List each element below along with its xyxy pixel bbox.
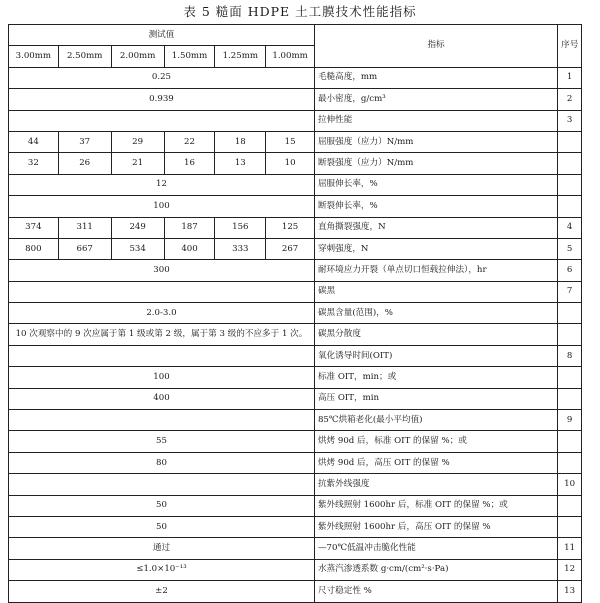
thickness-value-cell: 667 (58, 238, 111, 259)
header-thickness: 3.00mm (9, 46, 59, 67)
header-measured: 测试值 (9, 25, 315, 46)
row-number-cell: 4 (558, 217, 582, 238)
header-thickness: 2.00mm (111, 46, 164, 67)
row-number-cell: 5 (558, 238, 582, 259)
indicator-cell: 穿刺强度，N (314, 238, 557, 259)
row-number-cell (558, 303, 582, 324)
header-row (9, 25, 582, 46)
row-number-cell: 7 (558, 281, 582, 302)
thickness-value-cell: 374 (9, 217, 59, 238)
thickness-value-cell: 311 (58, 217, 111, 238)
table-row (9, 367, 582, 388)
table-row (9, 131, 582, 152)
indicator-cell: 氧化诱导时间(OIT) (314, 345, 557, 366)
row-number-cell: 3 (558, 110, 582, 131)
thickness-value-cell: 37 (58, 131, 111, 152)
indicator-cell: 高压 OIT，min (314, 388, 557, 409)
row-number-cell (558, 131, 582, 152)
table-row (9, 581, 582, 602)
row-number-cell (558, 495, 582, 516)
thickness-value-cell: 15 (266, 131, 315, 152)
thickness-value-cell: 267 (266, 238, 315, 259)
thickness-value-cell: 125 (266, 217, 315, 238)
indicator-cell: 抗紫外线强度 (314, 474, 557, 495)
indicator-cell: 标准 OIT，min；或 (314, 367, 557, 388)
table-title: 表 5 糙面 HDPE 土工膜技术性能指标 (183, 4, 417, 19)
row-number-cell: 8 (558, 345, 582, 366)
thickness-value-cell: 333 (215, 238, 266, 259)
indicator-cell: 烘烤 90d 后，高压 OIT 的保留 % (314, 452, 557, 473)
table-row (9, 217, 582, 238)
row-number-cell (558, 431, 582, 452)
value-cell: 通过 (9, 538, 315, 559)
table-row (9, 324, 582, 345)
thickness-value-cell: 400 (164, 238, 215, 259)
value-cell: 300 (9, 260, 315, 281)
row-number-cell: 6 (558, 260, 582, 281)
value-cell: 50 (9, 516, 315, 537)
value-cell: 100 (9, 367, 315, 388)
table-row (9, 238, 582, 259)
indicator-cell: 碳黑分散度 (314, 324, 557, 345)
indicator-cell: 直角撕裂强度，N (314, 217, 557, 238)
indicator-cell: 最小密度，g/cm³ (314, 89, 557, 110)
table-row (9, 452, 582, 473)
indicator-cell: 紫外线照射 1600hr 后，高压 OIT 的保留 % (314, 516, 557, 537)
row-number-cell: 1 (558, 67, 582, 88)
thickness-value-cell: 16 (164, 153, 215, 174)
table-row (9, 538, 582, 559)
value-cell (9, 110, 315, 131)
thickness-value-cell: 10 (266, 153, 315, 174)
value-cell: 0.939 (9, 89, 315, 110)
thickness-value-cell: 249 (111, 217, 164, 238)
thickness-value-cell: 44 (9, 131, 59, 152)
value-cell: 50 (9, 495, 315, 516)
thickness-value-cell: 22 (164, 131, 215, 152)
table-row (9, 67, 582, 88)
value-cell: 2.0-3.0 (9, 303, 315, 324)
value-cell: 80 (9, 452, 315, 473)
table-row (9, 110, 582, 131)
indicator-cell: 85℃烘箱老化(最小平均值) (314, 410, 557, 431)
indicator-cell: 拉伸性能 (314, 110, 557, 131)
indicator-cell: —70℃低温冲击脆化性能 (314, 538, 557, 559)
row-number-cell (558, 388, 582, 409)
value-cell: 100 (9, 196, 315, 217)
value-cell: 55 (9, 431, 315, 452)
indicator-cell: 断裂伸长率，% (314, 196, 557, 217)
header-no: 序号 (558, 25, 582, 68)
row-number-cell (558, 324, 582, 345)
value-cell: ≤1.0×10⁻¹³ (9, 559, 315, 580)
table-row (9, 303, 582, 324)
table-row (9, 196, 582, 217)
indicator-cell: 耐环境应力开裂（单点切口恒载拉伸法），hr (314, 260, 557, 281)
indicator-cell: 紫外线照射 1600hr 后，标准 OIT 的保留 %；或 (314, 495, 557, 516)
indicator-cell: 屈服强度（应力）N/mm (314, 131, 557, 152)
thickness-value-cell: 156 (215, 217, 266, 238)
value-cell: ±2 (9, 581, 315, 602)
table-row (9, 516, 582, 537)
value-cell: 0.25 (9, 67, 315, 88)
indicator-cell: 碳黑含量(范围)，% (314, 303, 557, 324)
header-thickness: 1.00mm (266, 46, 315, 67)
row-number-cell (558, 516, 582, 537)
thickness-value-cell: 26 (58, 153, 111, 174)
value-cell (9, 474, 315, 495)
thickness-value-cell: 800 (9, 238, 59, 259)
indicator-cell: 烘烤 90d 后，标准 OIT 的保留 %；或 (314, 431, 557, 452)
table-row (9, 474, 582, 495)
row-number-cell: 10 (558, 474, 582, 495)
thickness-value-cell: 187 (164, 217, 215, 238)
indicator-cell: 毛糙高度，mm (314, 67, 557, 88)
header-thickness: 1.50mm (164, 46, 215, 67)
indicator-cell: 水蒸汽渗透系数 g·cm/(cm²·s·Pa) (314, 559, 557, 580)
indicator-cell: 碳黑 (314, 281, 557, 302)
row-number-cell: 2 (558, 89, 582, 110)
table-row (9, 495, 582, 516)
value-cell (9, 345, 315, 366)
table-row (9, 153, 582, 174)
value-cell (9, 410, 315, 431)
thickness-value-cell: 32 (9, 153, 59, 174)
spec-table-body (9, 25, 582, 603)
table-row (9, 388, 582, 409)
value-cell: 10 次观察中的 9 次应属于第 1 级或第 2 级，属于第 3 级的不应多于 1 次。 (9, 324, 315, 345)
table-row (9, 174, 582, 195)
thickness-value-cell: 29 (111, 131, 164, 152)
row-number-cell (558, 452, 582, 473)
table-row (9, 89, 582, 110)
row-number-cell: 9 (558, 410, 582, 431)
table-row (9, 431, 582, 452)
row-number-cell (558, 367, 582, 388)
row-number-cell: 11 (558, 538, 582, 559)
indicator-cell: 尺寸稳定性 % (314, 581, 557, 602)
table-row (9, 559, 582, 580)
row-number-cell (558, 153, 582, 174)
row-number-cell: 12 (558, 559, 582, 580)
value-cell: 12 (9, 174, 315, 195)
row-number-cell (558, 174, 582, 195)
header-indicator: 指标 (314, 25, 557, 68)
row-number-cell (558, 196, 582, 217)
header-thickness: 1.25mm (215, 46, 266, 67)
indicator-cell: 屈服伸长率，% (314, 174, 557, 195)
indicator-cell: 断裂强度（应力）N/mm (314, 153, 557, 174)
thickness-value-cell: 21 (111, 153, 164, 174)
value-cell: 400 (9, 388, 315, 409)
thickness-value-cell: 534 (111, 238, 164, 259)
thickness-value-cell: 18 (215, 131, 266, 152)
header-thickness: 2.50mm (58, 46, 111, 67)
row-number-cell: 13 (558, 581, 582, 602)
table-row (9, 281, 582, 302)
table-row (9, 410, 582, 431)
value-cell (9, 281, 315, 302)
thickness-value-cell: 13 (215, 153, 266, 174)
table-row (9, 345, 582, 366)
table-row (9, 260, 582, 281)
spec-table (8, 24, 582, 603)
